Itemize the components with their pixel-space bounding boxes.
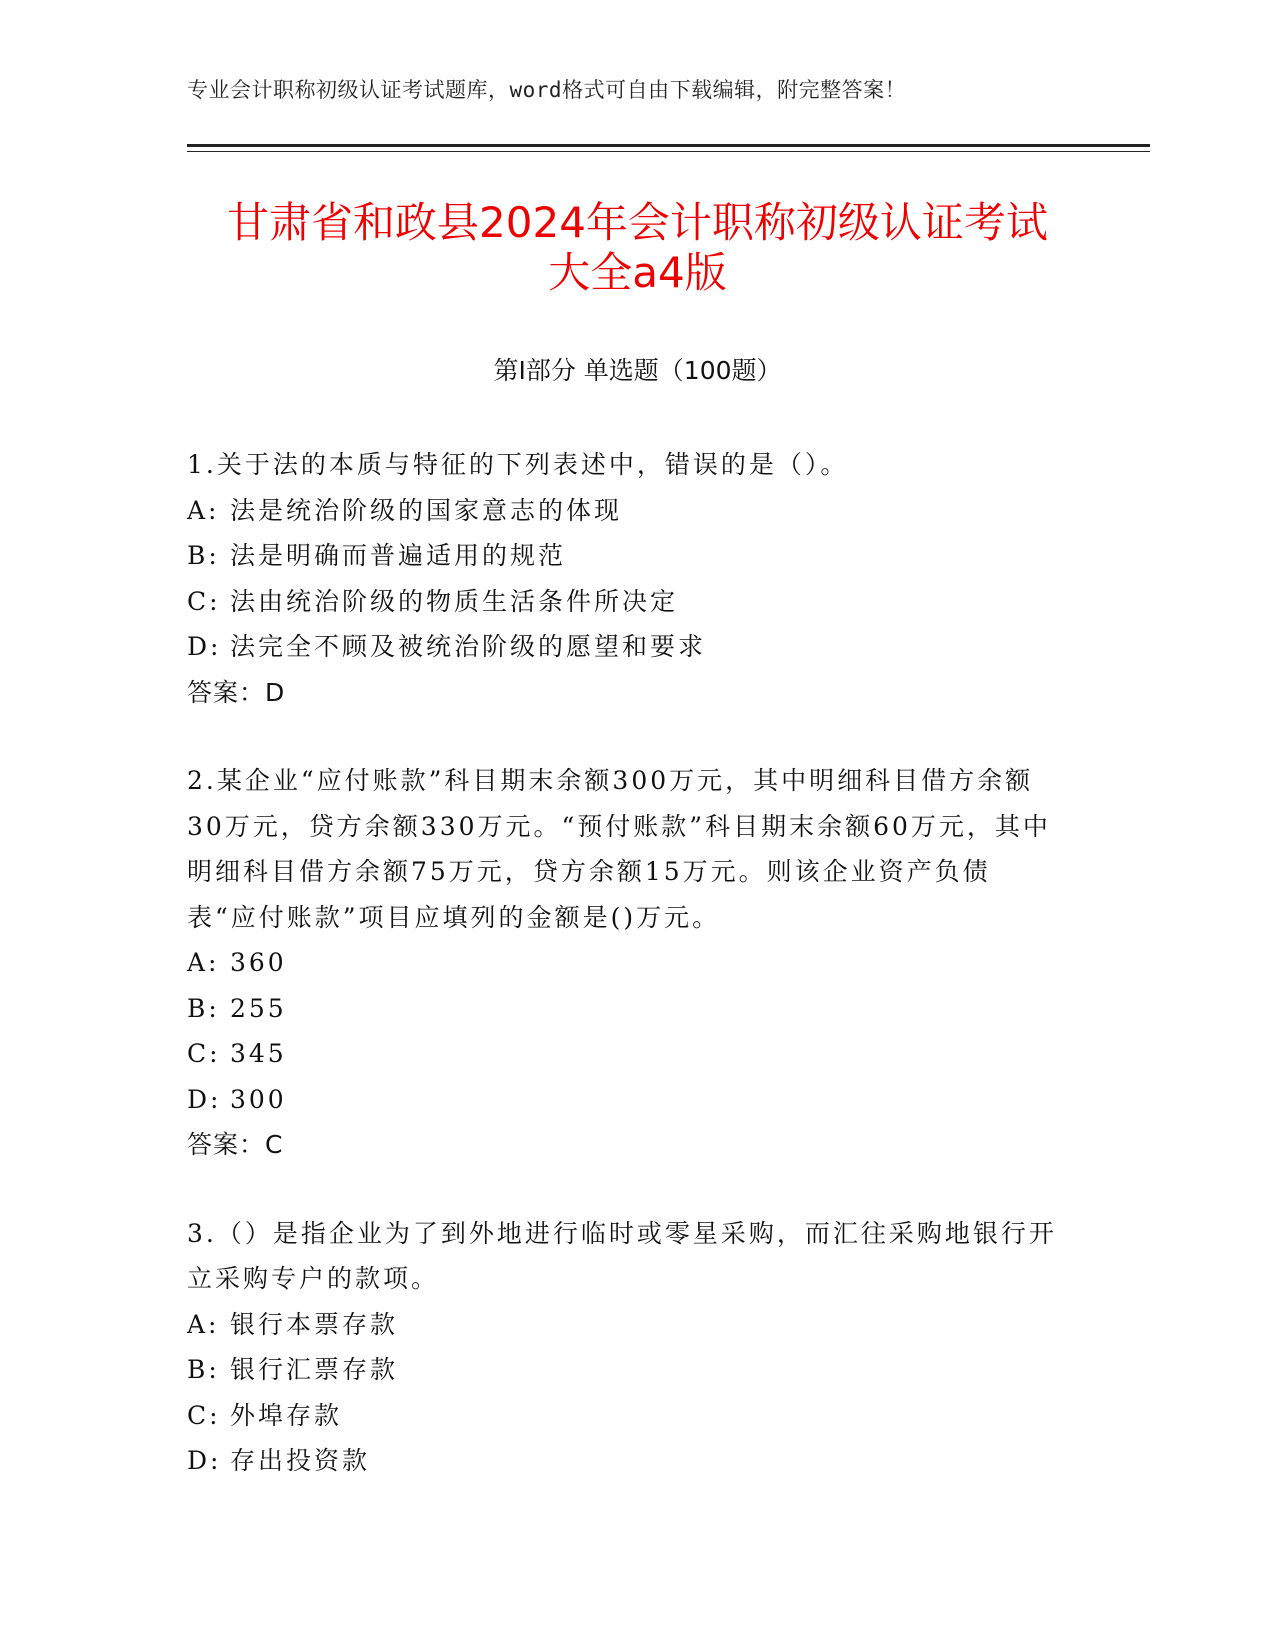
option-text: 法是统治阶级的国家意志的体现: [230, 495, 623, 525]
option-text: 银行本票存款: [230, 1309, 399, 1339]
option-d: [187, 624, 1062, 670]
option-text: 345: [230, 1039, 287, 1068]
option-label: C:: [187, 1400, 221, 1430]
question-2: [187, 758, 1062, 1168]
option-text: 法完全不顾及被统治阶级的愿望和要求: [230, 632, 707, 661]
option-label: D:: [187, 1084, 222, 1114]
question-stem: 2.某企业“应付账款”科目期末余额300万元，其中明细科目借方余额30万元，贷方余额330万元。“预付账款”科目期末余额60万元，其中明细科目借方余额75万元，贷方余额15万元。则该企业资产负债表“应付账款”项目应填列的金额是()万元。: [187, 766, 1051, 932]
option-text: 300: [230, 1084, 287, 1114]
title-line-1: 甘肃省和政县2024年会计职称初级认证考试: [227, 198, 1048, 247]
option-d: [187, 1077, 1062, 1123]
option-c: [187, 1031, 1062, 1077]
question-3: [187, 1211, 1062, 1484]
option-label: B:: [187, 993, 220, 1023]
question-stem: 1.关于法的本质与特征的下列表述中，错误的是（）。: [187, 450, 849, 479]
section-heading: 第Ⅰ部分 单选题（100题）: [493, 356, 782, 385]
option-label: D:: [187, 632, 222, 661]
option-b: [187, 1347, 1062, 1393]
option-text: 外埠存款: [230, 1400, 343, 1430]
option-c: [187, 579, 1062, 625]
option-text: 255: [230, 993, 287, 1023]
option-text: 银行汇票存款: [230, 1355, 399, 1384]
option-label: A:: [187, 1309, 220, 1339]
option-a: [187, 488, 1062, 534]
option-text: 360: [230, 948, 287, 977]
option-a: [187, 940, 1062, 986]
option-b: [187, 986, 1062, 1032]
option-text: 法由统治阶级的物质生活条件所决定: [230, 586, 679, 616]
option-d: [187, 1438, 1062, 1484]
option-label: A:: [187, 948, 220, 977]
option-label: C:: [187, 586, 221, 616]
answer: 答案：C: [187, 1130, 284, 1159]
option-c: [187, 1393, 1062, 1439]
option-label: B:: [187, 1355, 220, 1384]
option-label: B:: [187, 541, 220, 570]
option-b: [187, 533, 1062, 579]
header-rule-thick: [187, 144, 1150, 147]
question-1: [187, 442, 1062, 715]
option-a: [187, 1302, 1062, 1348]
option-text: 法是明确而普遍适用的规范: [230, 541, 567, 570]
header-rule-thin: [187, 151, 1150, 152]
title-line-2: 大全a4版: [548, 248, 727, 297]
document-title: [150, 198, 1125, 298]
question-list: [187, 442, 1062, 1527]
question-stem: 3.（）是指企业为了到外地进行临时或零星采购，而汇往采购地银行开立采购专户的款项。: [187, 1218, 1057, 1293]
option-label: D:: [187, 1446, 222, 1475]
option-label: C:: [187, 1039, 221, 1068]
answer: 答案：D: [187, 677, 286, 707]
header-note: 专业会计职称初级认证考试题库，word格式可自由下载编辑，附完整答案！: [187, 78, 907, 102]
option-label: A:: [187, 495, 220, 525]
option-text: 存出投资款: [230, 1446, 371, 1475]
